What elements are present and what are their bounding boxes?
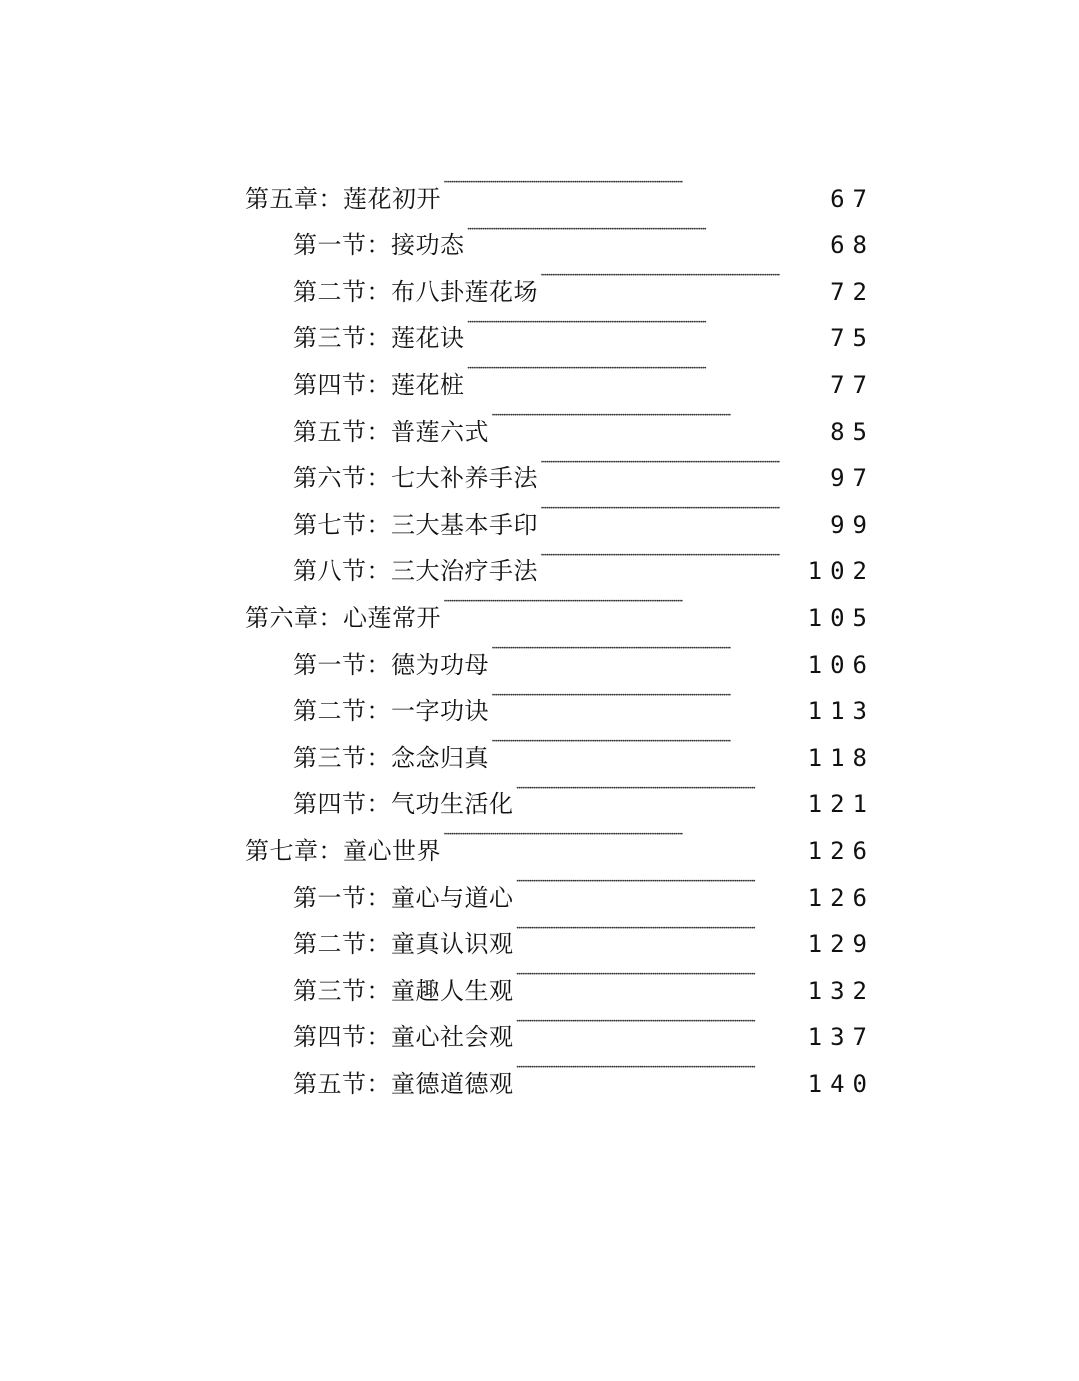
toc-page-number: 99: [830, 510, 875, 539]
toc-entry-title: 第四节：气功生活化: [293, 790, 514, 819]
toc-page-number: 67: [830, 184, 875, 213]
toc-entry-title: 第一节：童心与道心: [293, 883, 514, 912]
toc-page-number: 132: [807, 976, 875, 1005]
toc-page-number: 77: [830, 370, 875, 399]
toc-entry-title: 第五节：童德道德观: [293, 1069, 514, 1098]
toc-page-number: 140: [807, 1069, 875, 1098]
toc-entry-title: 第一节：接功态: [293, 231, 465, 260]
toc-entry-title: 第五章：莲花初开: [245, 184, 441, 213]
toc-leader-dots: [516, 859, 806, 906]
toc-entry-title: 第四节：童心社会观: [293, 1023, 514, 1052]
toc-leader-dots: [491, 673, 806, 720]
toc-entry-title: 第三节：念念归真: [293, 743, 489, 772]
toc-leader-dots: [516, 999, 806, 1046]
toc-entry-title: 第一节：德为功母: [293, 650, 489, 679]
toc-page-number: 137: [807, 1023, 875, 1052]
toc-page-number: 113: [807, 697, 875, 726]
toc-page-number: 106: [807, 650, 875, 679]
toc-leader-dots: [516, 1045, 806, 1092]
toc-leader-dots: [443, 812, 806, 859]
toc-entry-title: 第二节：一字功诀: [293, 697, 489, 726]
toc-page-number: 126: [807, 883, 875, 912]
table-of-contents: [245, 160, 875, 1098]
toc-leader-dots: [467, 346, 829, 393]
toc-leader-dots: [540, 486, 828, 533]
toc-entry-title: 第八节：三大治疗手法: [293, 557, 538, 586]
toc-page-number: 126: [807, 836, 875, 865]
toc-leader-dots: [491, 626, 806, 673]
toc-leader-dots: [516, 906, 806, 953]
toc-page-number: 97: [830, 464, 875, 493]
toc-entry-title: 第六章：心莲常开: [245, 603, 441, 632]
toc-leader-dots: [467, 300, 829, 347]
toc-page-number: 105: [807, 603, 875, 632]
toc-leader-dots: [467, 207, 829, 254]
toc-chapter-row: [245, 160, 875, 213]
toc-leader-dots: [516, 766, 806, 813]
toc-entry-title: 第五节：普莲六式: [293, 417, 489, 446]
toc-entry-title: 第七章：童心世界: [245, 836, 441, 865]
toc-leader-dots: [540, 440, 828, 487]
toc-page-number: 75: [830, 324, 875, 353]
toc-leader-dots: [491, 393, 828, 440]
toc-page-number: 72: [830, 277, 875, 306]
toc-leader-dots: [540, 253, 828, 300]
toc-leader-dots: [516, 952, 806, 999]
toc-leader-dots: [443, 579, 806, 626]
toc-entry-title: 第六节：七大补养手法: [293, 464, 538, 493]
toc-leader-dots: [491, 719, 806, 766]
toc-page-number: 85: [830, 417, 875, 446]
toc-page-number: 102: [807, 557, 875, 586]
toc-leader-dots: [443, 160, 828, 207]
toc-entry-title: 第四节：莲花桩: [293, 370, 465, 399]
toc-entry-title: 第二节：布八卦莲花场: [293, 277, 538, 306]
toc-entry-title: 第二节：童真认识观: [293, 930, 514, 959]
toc-entry-title: 第七节：三大基本手印: [293, 510, 538, 539]
toc-page-number: 129: [807, 930, 875, 959]
toc-page-number: 68: [830, 231, 875, 260]
toc-page-number: 118: [807, 743, 875, 772]
toc-page-number: 121: [807, 790, 875, 819]
toc-leader-dots: [540, 533, 806, 580]
toc-entry-title: 第三节：童趣人生观: [293, 976, 514, 1005]
toc-entry-title: 第三节：莲花诀: [293, 324, 465, 353]
